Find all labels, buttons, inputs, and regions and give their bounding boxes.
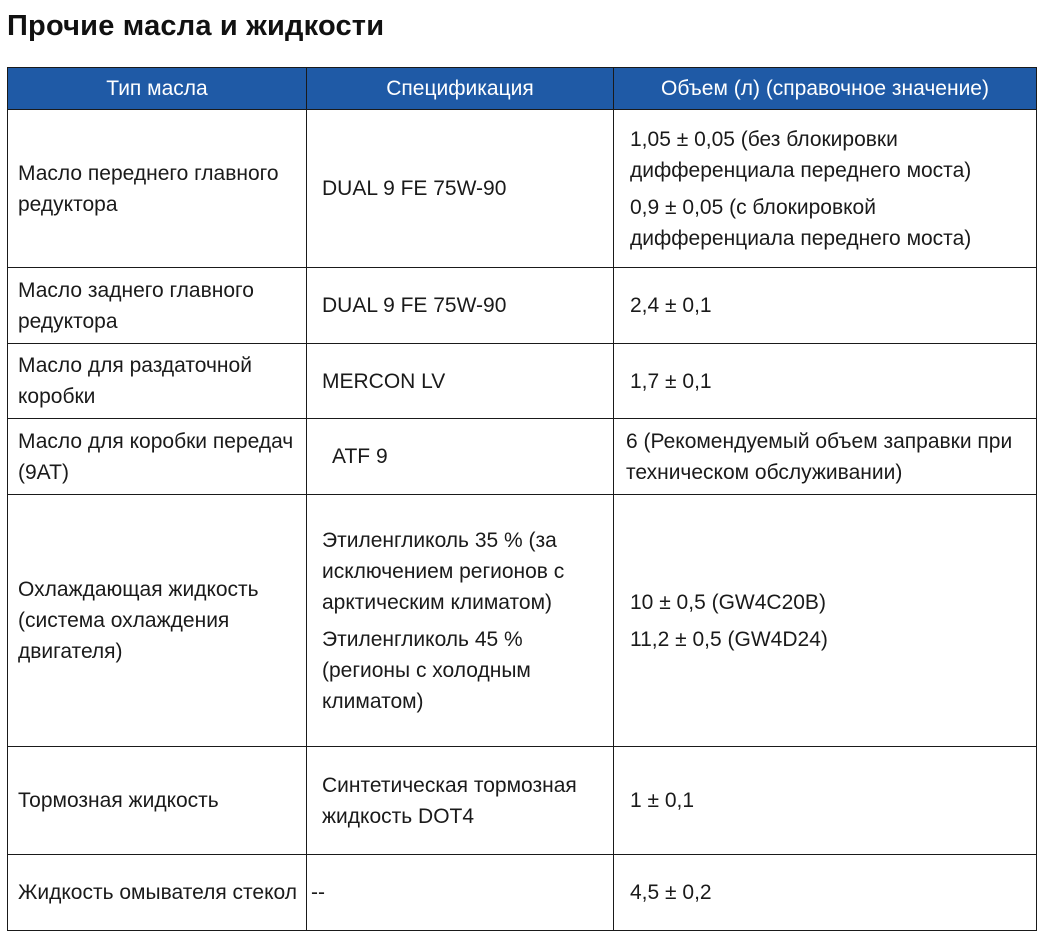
cell-oil-type: Масло переднего главного редуктора [8,110,307,268]
cell-specification [307,747,614,855]
spec-text: DUAL 9 FE 75W-90 [322,177,507,200]
volume-text: 1 ± 0,1 [630,789,695,812]
volume-text: 10 ± 0,5 (GW4C20B) [630,590,826,614]
fluids-table [7,67,1037,931]
volume-text: 6 (Рекомендуемый объем заправки при техническом обслуживании) [626,429,1013,484]
cell-volume [614,344,1037,419]
cell-specification [307,495,614,747]
cell-specification [307,419,614,495]
cell-oil-type: Масло для раздаточной коробки [8,344,307,419]
cell-specification [307,268,614,344]
table-row [8,495,1037,747]
spec-text: ATF 9 [332,445,388,468]
volume-text: 1,05 ± 0,05 (без блокировки дифференциала переднего моста) [630,127,972,182]
cell-oil-type: Тормозная жидкость [8,747,307,855]
cell-oil-type: Масло заднего главного редуктора [8,268,307,344]
cell-oil-type: Охлаждающая жидкость (система охлаждения двигателя) [8,495,307,747]
table-row [8,344,1037,419]
spec-text: Синтетическая тормозная жидкость DOT4 [322,773,577,828]
spec-text: Этиленгликоль 45 % (регионы с холодным климатом) [322,627,531,713]
volume-text: 2,4 ± 0,1 [630,294,712,317]
page-title: Прочие масла и жидкости [7,10,385,42]
volume-text: 1,7 ± 0,1 [630,369,712,393]
cell-volume [614,419,1037,495]
cell-volume [614,495,1037,747]
table-row [8,747,1037,855]
volume-text: 0,9 ± 0,05 (с блокировкой дифференциала переднего моста) [630,195,972,250]
table-row [8,268,1037,344]
cell-volume [614,855,1037,931]
spec-text: DUAL 9 FE 75W-90 [322,294,507,317]
volume-text: 4,5 ± 0,2 [630,881,712,904]
volume-text: 11,2 ± 0,5 (GW4D24) [630,627,828,651]
cell-specification [307,110,614,268]
cell-specification [307,344,614,419]
cell-volume [614,747,1037,855]
header-volume: Объем (л) (справочное значение) [614,68,1037,110]
cell-volume [614,268,1037,344]
table-row [8,419,1037,495]
cell-oil-type: Масло для коробки передач (9AT) [8,419,307,495]
table-row [8,110,1037,268]
spec-text: Этиленгликоль 35 % (за исключением регионов с арктическим климатом) [322,528,565,614]
spec-text: MERCON LV [322,369,446,393]
header-specification: Спецификация [307,68,614,110]
header-oil-type: Тип масла [8,68,307,110]
spec-text: -- [311,881,325,904]
table-row [8,855,1037,931]
cell-specification [307,855,614,931]
cell-oil-type: Жидкость омывателя стекол [8,855,307,931]
cell-volume [614,110,1037,268]
table-header-row [8,68,1037,110]
